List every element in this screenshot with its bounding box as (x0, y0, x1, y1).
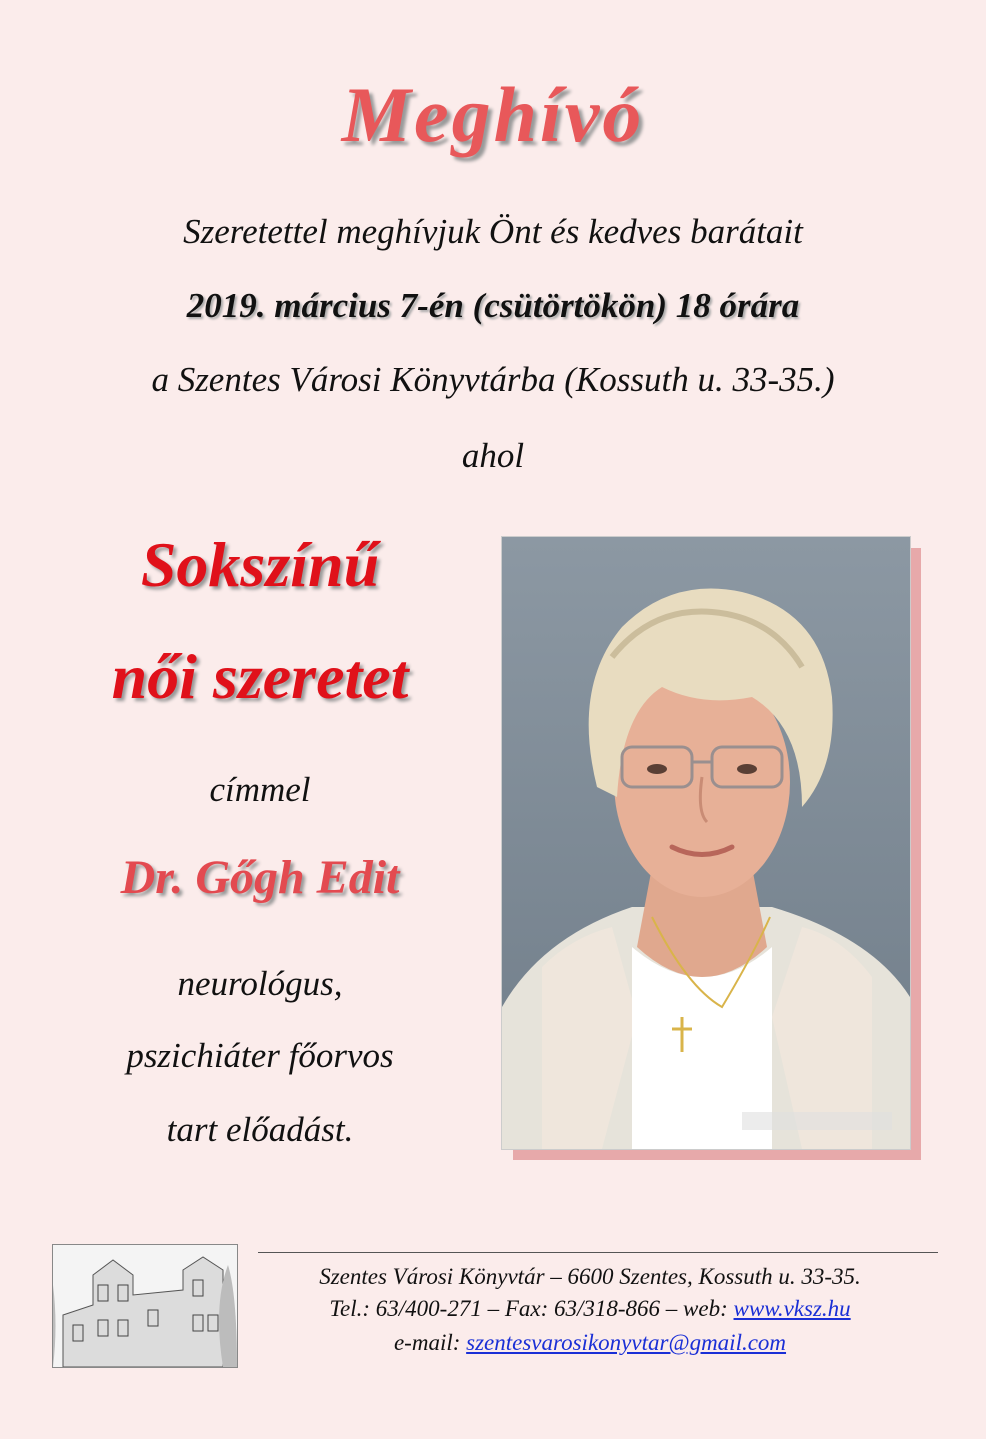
website-link[interactable]: www.vksz.hu (733, 1296, 851, 1321)
lecture-topic-line2: női szeretet (111, 641, 409, 712)
connector-ahol: ahol (461, 436, 525, 475)
footer-email-label: e-mail: (393, 1330, 467, 1355)
speaker-role-line3: tart előadást. (166, 1110, 354, 1149)
connector-cimmel: címmel (209, 770, 311, 809)
footer-contact (240, 1296, 940, 1322)
lecture-topic-line1: Sokszínű (140, 529, 380, 600)
footer-divider (258, 1252, 938, 1253)
footer-email (240, 1330, 940, 1356)
event-location: a Szentes Városi Könyvtárba (Kossuth u. 33-35.) (151, 360, 835, 399)
email-link[interactable]: szentesvarosikonyvtar@gmail.com (466, 1330, 787, 1355)
speaker-name: Dr. Gőgh Edit (120, 851, 400, 904)
invitation-title: Meghívó (341, 71, 645, 158)
event-datetime: 2019. március 7-én (csütörtökön) 18 órára (186, 286, 800, 325)
speaker-role-line2: pszichiáter főorvos (126, 1036, 394, 1075)
footer-address: Szentes Városi Könyvtár – 6600 Szentes, Kossuth u. 33-35. (319, 1264, 861, 1289)
library-building-image (52, 1244, 238, 1368)
footer-contact-text: Tel.: 63/400-271 – Fax: 63/318-866 – web: (329, 1296, 734, 1321)
speaker-photo (501, 536, 911, 1150)
invitation-greeting: Szeretettel meghívjuk Önt és kedves barátait (183, 212, 803, 251)
speaker-role-line1: neurológus, (177, 964, 343, 1003)
